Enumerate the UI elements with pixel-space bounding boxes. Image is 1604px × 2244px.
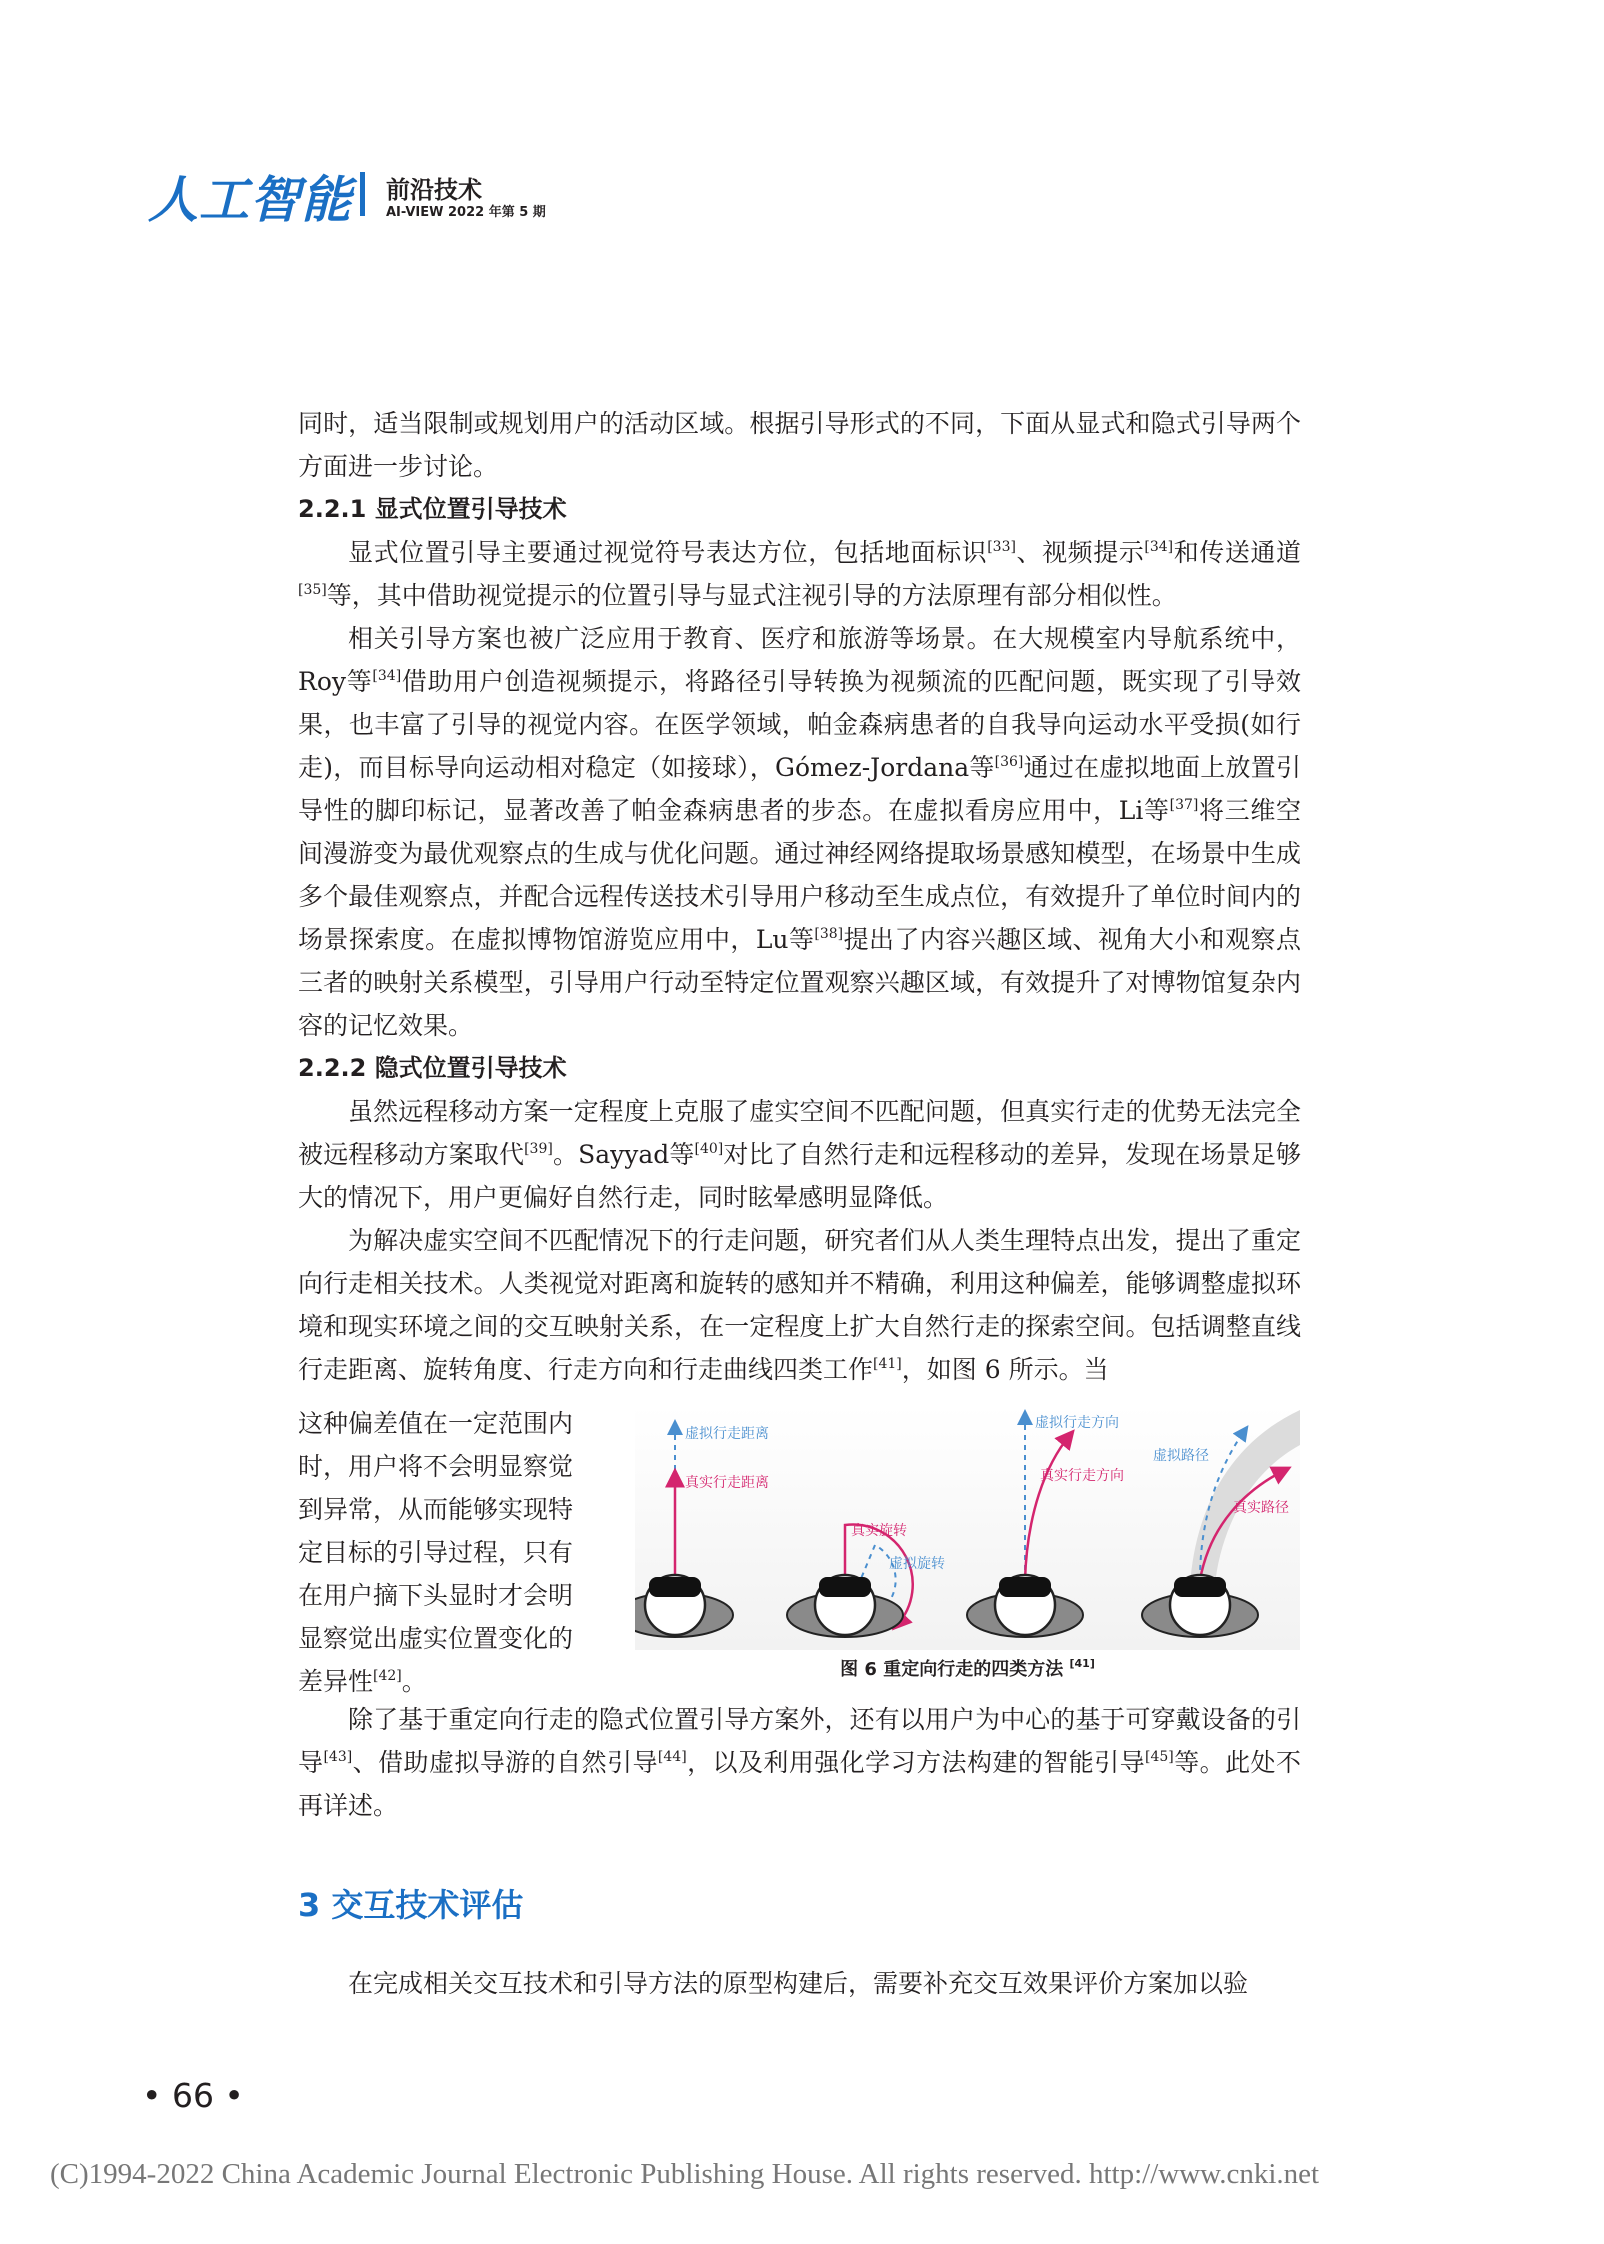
body-upper <box>298 402 1301 1391</box>
citation-ref: [34] <box>1144 539 1174 555</box>
headset <box>649 1577 701 1597</box>
label-virtual-rotation: 虚拟旋转 <box>889 1556 945 1572</box>
section-title: 前沿技术 <box>386 176 482 204</box>
label-virtual-distance: 虚拟行走距离 <box>685 1426 769 1442</box>
figure-caption <box>635 1655 1300 1681</box>
headset <box>1174 1577 1226 1597</box>
label-real-rotation: 真实旋转 <box>851 1523 907 1539</box>
wrap-line: 定目标的引导过程，只有 <box>298 1538 574 1567</box>
citation-ref: [37] <box>1169 797 1199 813</box>
paragraph-5: 除了基于重定向行走的隐式位置引导方案外，还有以用户为中心的基于可穿戴设备的引导[43]、借助虚拟导游的自然引导[44]，以及利用强化学习方法构建的智能引导[45]等。此处不再详述。 <box>298 1705 1301 1820</box>
body-final <box>298 1962 1301 2005</box>
citation-ref: [35] <box>298 582 327 598</box>
label-real-distance: 真实行走距离 <box>685 1475 769 1491</box>
section-heading-3: 3 交互技术评估 <box>298 1886 524 1924</box>
label-virtual-direction: 虚拟行走方向 <box>1035 1415 1119 1431</box>
citation-ref: [42] <box>373 1668 402 1684</box>
paragraph-0: 同时，适当限制或规划用户的活动区域。根据引导形式的不同，下面从显式和隐式引导两个方面进一步讨论。 <box>298 409 1301 481</box>
caption-ref: [41] <box>1069 1657 1095 1670</box>
paragraph-2: 相关引导方案也被广泛应用于教育、医疗和旅游等场景。在大规模室内导航系统中，Roy等[34]借助用户创造视频提示，将路径引导转换为视频流的匹配问题，既实现了引导效果，也丰富了引导的视觉内容。在医学领域，帕金森病患者的自我导向运动水平受损(如行走)，而目标导向运动相对稳定（如接球），Gómez-Jordana等[36]通过在虚拟地面上放置引导性的脚印标记，显著改善了帕金森病患者的步态。在虚拟看房应用中，Li等[37]将三维空间漫游变为最优观察点的生成与优化问题。通过神经网络提取场景感知模型，在场景中生成多个最佳观察点，并配合远程传送技术引导用户移动至生成点位，有效提升了单位时间内的场景探索度。在虚拟博物馆游览应用中，Lu等[38]提出了内容兴趣区域、视角大小和观察点三者的映射关系模型，引导用户行动至特定位置观察兴趣区域，有效提升了对博物馆复杂内容的记忆效果。 <box>298 624 1301 1040</box>
caption-text: 图 6 重定向行走的四类方法 <box>840 1659 1064 1680</box>
wrap-line: 差异性[42]。 <box>298 1667 427 1696</box>
paragraph-1: 显式位置引导主要通过视觉符号表达方位，包括地面标识[33]、视频提示[34]和传送通道[35]等，其中借助视觉提示的位置引导与显式注视引导的方法原理有部分相似性。 <box>298 538 1301 610</box>
wrap-line: 时，用户将不会明显察觉 <box>298 1452 574 1481</box>
page-number: • 66 • <box>142 2076 244 2115</box>
heading-2-2-1: 2.2.1 显式位置引导技术 <box>298 495 567 523</box>
heading-2-2-2: 2.2.2 隐式位置引导技术 <box>298 1054 567 1082</box>
citation-ref: [33] <box>987 539 1016 555</box>
citation-ref: [34] <box>372 668 402 684</box>
citation-ref: [40] <box>694 1141 724 1157</box>
body-wrap <box>298 1402 618 1703</box>
wrap-line: 这种偏差值在一定范围内 <box>298 1409 574 1438</box>
citation-ref: [38] <box>814 926 844 942</box>
figure-6 <box>635 1405 1300 1650</box>
copyright-notice: (C)1994-2022 China Academic Journal Electronic Publishing House. All rights reserved. http://www.cnki.net <box>50 2158 1320 2190</box>
citation-ref: [41] <box>873 1356 902 1372</box>
wrap-line: 显察觉出虚实位置变化的 <box>298 1624 574 1653</box>
headset <box>819 1577 871 1597</box>
paragraph-3: 虽然远程移动方案一定程度上克服了虚实空间不匹配问题，但真实行走的优势无法完全被远程移动方案取代[39]。Sayyad等[40]对比了自然行走和远程移动的差异，发现在场景足够大的情况下，用户更偏好自然行走，同时眩晕感明显降低。 <box>298 1097 1301 1212</box>
citation-ref: [36] <box>994 754 1024 770</box>
citation-ref: [44] <box>657 1749 687 1765</box>
label-real-path: 真实路径 <box>1233 1500 1289 1516</box>
journal-logo: 人工智能 <box>148 171 352 229</box>
header-divider <box>360 172 365 216</box>
label-virtual-path: 虚拟路径 <box>1153 1448 1209 1464</box>
paragraph-6: 在完成相关交互技术和引导方法的原型构建后，需要补充交互效果评价方案加以验 <box>348 1969 1249 1998</box>
issue-label: AI-VIEW 2022 年第 5 期 <box>386 205 546 220</box>
paragraph-4: 为解决虚实空间不匹配情况下的行走问题，研究者们从人类生理特点出发，提出了重定向行走相关技术。人类视觉对距离和旋转的感知并不精确，利用这种偏差，能够调整虚拟环境和现实环境之间的交互映射关系，在一定程度上扩大自然行走的探索空间。包括调整直线行走距离、旋转角度、行走方向和行走曲线四类工作[41]，如图 6 所示。当 <box>298 1226 1301 1384</box>
citation-ref: [39] <box>524 1141 553 1157</box>
wrap-line: 在用户摘下头显时才会明 <box>298 1581 574 1610</box>
body-lower <box>298 1698 1301 1827</box>
wrap-line: 到异常，从而能够实现特 <box>298 1495 574 1524</box>
citation-ref: [43] <box>323 1749 353 1765</box>
label-real-direction: 真实行走方向 <box>1040 1468 1124 1484</box>
citation-ref: [45] <box>1145 1749 1174 1765</box>
headset <box>999 1577 1051 1597</box>
